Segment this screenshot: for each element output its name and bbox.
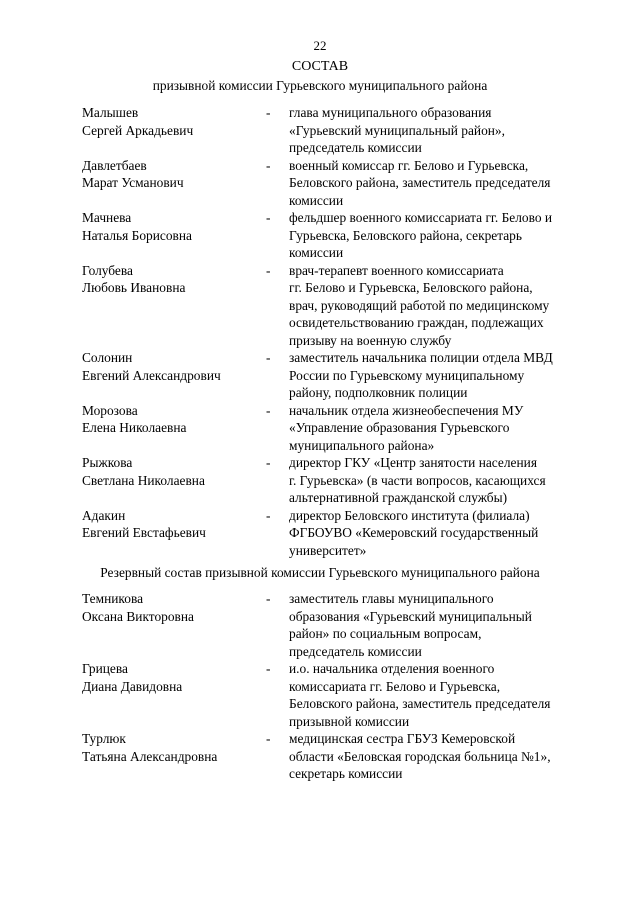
member-role-line: образования «Гурьевский муниципальный (289, 608, 532, 624)
member-role-line: секретарь комиссии (289, 766, 403, 781)
member-role-line: заместитель главы муниципального (289, 591, 494, 606)
member-given-names: Оксана Викторовна (82, 608, 194, 624)
member-given-names: Елена Николаевна (82, 420, 187, 435)
member-entry (82, 454, 602, 507)
member-role (289, 507, 592, 560)
member-given-names: Сергей Аркадьевич (82, 122, 194, 138)
member-name (82, 349, 266, 384)
member-name (82, 157, 266, 192)
member-role-line: университет» (289, 542, 367, 558)
member-surname: Грицева (82, 661, 128, 676)
member-role-line: и.о. начальника отделения военного (289, 661, 495, 676)
member-role (289, 660, 592, 730)
document-subtitle: призывной комиссии Гурьевского муниципального района (152, 78, 488, 93)
member-dash: - (266, 455, 271, 470)
member-name (82, 590, 266, 625)
member-entry (82, 349, 602, 402)
member-role-line: военный комиссар гг. Белово и Гурьевска, (289, 157, 529, 173)
member-surname: Рыжкова (82, 455, 133, 470)
member-surname: Солонин (82, 350, 133, 365)
member-role-line: гг. Белово и Гурьевска, Беловского района, (289, 280, 533, 295)
member-role (289, 209, 592, 262)
member-dash: - (266, 157, 271, 173)
member-entry (82, 507, 602, 560)
member-role-line: ФГБОУВО «Кемеровский государственный (289, 525, 539, 540)
member-name (82, 402, 266, 437)
member-entry (82, 590, 602, 660)
document-title: СОСТАВ (291, 59, 349, 74)
member-role (289, 349, 592, 402)
member-role-line: Гурьевска, Беловского района, секретарь (289, 227, 522, 243)
reserve-member-list (82, 590, 602, 783)
member-role-line: фельдшер военного комиссариата гг. Белово и (289, 210, 553, 225)
member-role-line: глава муниципального образования (289, 105, 492, 120)
member-surname: Адакин (82, 507, 126, 523)
member-surname: Давлетбаев (82, 157, 147, 173)
page-number: 22 (313, 38, 327, 53)
member-name (82, 660, 266, 695)
member-role-line: врач-терапевт военного комиссариата (289, 262, 504, 278)
member-entry (82, 402, 602, 455)
member-role (289, 590, 592, 660)
member-role-line: «Гурьевский муниципальный район», (289, 122, 505, 138)
member-dash: - (266, 591, 271, 606)
member-dash: - (266, 262, 271, 278)
member-entry (82, 660, 602, 730)
member-entry (82, 104, 602, 157)
member-role-line: медицинская сестра ГБУЗ Кемеровской (289, 731, 516, 746)
member-given-names: Татьяна Александровна (82, 748, 218, 764)
member-role-line: Беловского района, заместитель председателя (289, 696, 551, 711)
member-role-line: России по Гурьевскому муниципальному (289, 367, 525, 383)
member-dash: - (266, 350, 271, 365)
member-surname: Мачнева (82, 210, 132, 225)
member-entry (82, 157, 602, 210)
member-role-line: муниципального района» (289, 437, 435, 453)
member-entry (82, 730, 602, 783)
member-role (289, 402, 592, 455)
member-given-names: Светлана Николаевна (82, 472, 205, 488)
member-role-line: освидетельствованию граждан, подлежащих (289, 315, 544, 330)
member-surname: Малышев (82, 105, 139, 120)
member-name (82, 507, 266, 542)
member-role-line: директор ГКУ «Центр занятости населения (289, 455, 537, 470)
member-surname: Темникова (82, 591, 144, 606)
member-entry (82, 262, 602, 350)
member-surname: Турлюк (82, 731, 126, 746)
member-dash: - (266, 105, 271, 120)
member-dash: - (266, 731, 271, 746)
member-name (82, 730, 266, 765)
member-role (289, 454, 592, 507)
member-role-line: району, подполковник полиции (289, 385, 468, 400)
member-role-line: призывной комиссии (289, 713, 410, 729)
reserve-heading: Резервный состав призывной комиссии Гурьевского муниципального района (100, 565, 540, 580)
member-given-names: Любовь Ивановна (82, 280, 186, 295)
member-surname: Голубева (82, 262, 133, 278)
member-dash: - (266, 661, 271, 676)
member-surname: Морозова (82, 402, 138, 418)
member-name (82, 209, 266, 244)
member-role-line: г. Гурьевска» (в части вопросов, касающихся (289, 472, 546, 488)
member-given-names: Диана Давидовна (82, 678, 183, 694)
member-dash: - (266, 210, 271, 225)
member-role (289, 157, 592, 210)
member-name (82, 454, 266, 489)
member-given-names: Евгений Евстафьевич (82, 525, 206, 540)
commission-member-list (82, 104, 602, 559)
member-dash: - (266, 507, 271, 523)
member-role (289, 262, 592, 350)
member-name (82, 262, 266, 297)
member-dash: - (266, 402, 271, 418)
member-role-line: председатель комиссии (289, 140, 422, 155)
member-role-line: «Управление образования Гурьевского (289, 420, 510, 435)
member-role-line: комиссии (289, 245, 344, 260)
member-role (289, 104, 592, 157)
member-role-line: комиссии (289, 192, 344, 208)
member-entry (82, 209, 602, 262)
member-role-line: призыву на военную службу (289, 332, 452, 348)
member-role-line: Беловского района, заместитель председателя (289, 175, 551, 190)
member-name (82, 104, 266, 139)
member-role-line: альтернативной гражданской службы) (289, 490, 508, 505)
member-given-names: Евгений Александрович (82, 367, 221, 383)
member-role-line: район» по социальным вопросам, (289, 626, 482, 641)
member-role-line: врач, руководящий работой по медицинскому (289, 297, 550, 313)
member-role-line: комиссариата гг. Белово и Гурьевска, (289, 678, 501, 694)
member-given-names: Наталья Борисовна (82, 227, 192, 243)
member-given-names: Марат Усманович (82, 175, 184, 190)
member-role-line: директор Беловского института (филиала) (289, 507, 530, 523)
member-role-line: председатель комиссии (289, 643, 422, 659)
member-role (289, 730, 592, 783)
member-role-line: заместитель начальника полиции отдела МВД (289, 350, 553, 365)
member-role-line: области «Беловская городская больница №1», (289, 748, 551, 764)
member-role-line: начальник отдела жизнеобеспечения МУ (289, 402, 524, 418)
